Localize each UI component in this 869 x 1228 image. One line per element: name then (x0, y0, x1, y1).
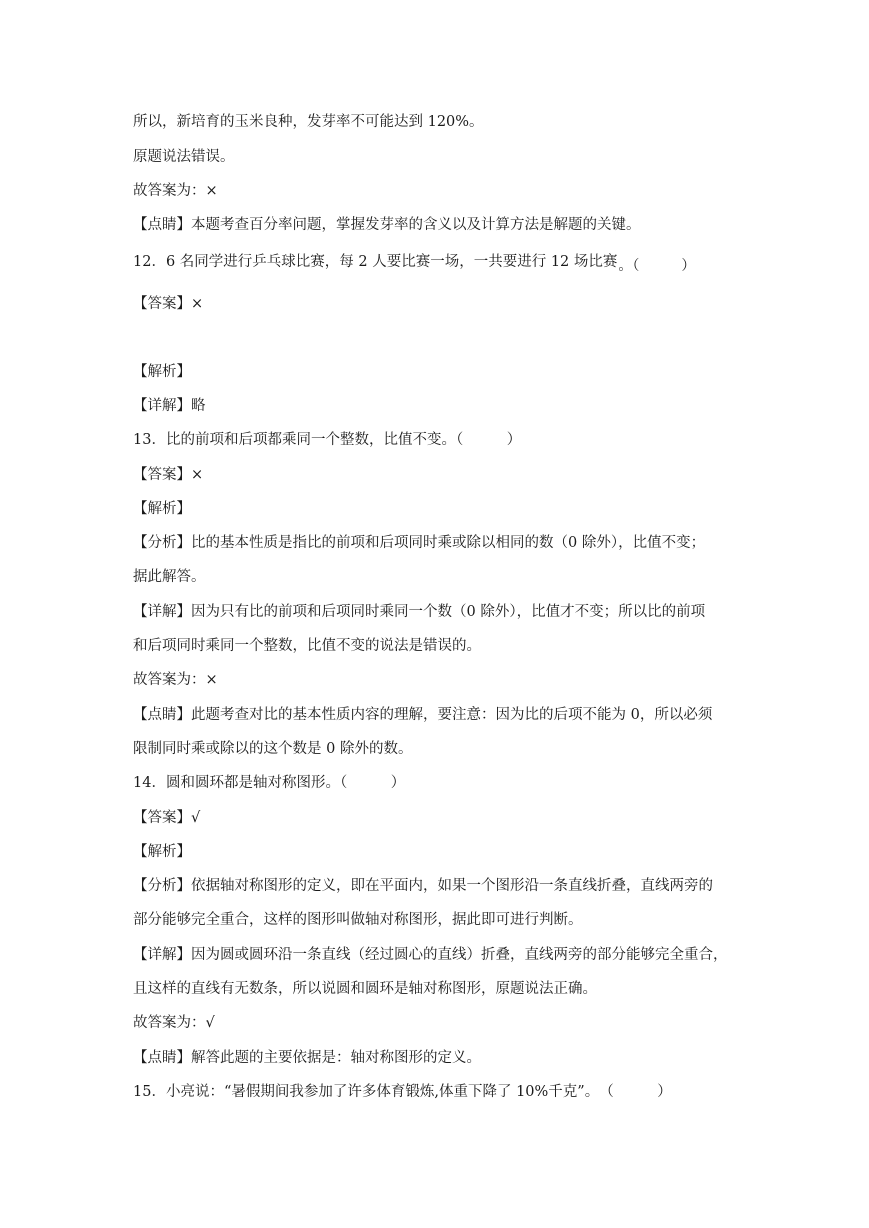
analysis-heading: 【解析】 (133, 501, 191, 517)
answer-line: 【答案】× (133, 467, 204, 483)
question-12-tail: 。（ ） (618, 258, 696, 274)
text-line: 且这样的直线有无数条，所以说圆和圆环是轴对称图形，原题说法正确。 (133, 981, 597, 997)
text-line: 故答案为：× (133, 183, 218, 199)
question-15: 15．小亮说：“暑假期间我参加了许多体育锻炼,体重下降了 10%千克”。 （ ） (133, 1084, 672, 1100)
text-line: 原题说法错误。 (133, 149, 235, 165)
text-line: 故答案为：× (133, 672, 218, 688)
question-12 (133, 252, 769, 276)
text-line: 【详解】因为圆或圆环沿一条直线（经过圆心的直线）折叠，直线两旁的部分能够完全重合， (133, 947, 728, 963)
question-12-text: 12．6 名同学进行乒乓球比赛，每 2 人要比赛一场，一共要进行 12 场比赛 (133, 254, 618, 270)
answer-line: 【答案】× (133, 296, 204, 312)
analysis-heading: 【解析】 (133, 844, 191, 860)
text-line: 【点睛】此题考查对比的基本性质内容的理解，要注意：因为比的后项不能为 0，所以必须 (133, 707, 713, 723)
analysis-heading: 【解析】 (133, 364, 191, 380)
question-13: 13．比的前项和后项都乘同一个整数，比值不变。（ ） (133, 432, 522, 448)
text-line: 所以，新培育的玉米良种，发芽率不可能达到 120%。 (133, 114, 484, 130)
text-line: 【点睛】解答此题的主要依据是：轴对称图形的定义。 (133, 1050, 481, 1066)
text-line: 和后项同时乘同一个整数，比值不变的说法是错误的。 (133, 638, 481, 654)
text-line: 部分能够完全重合，这样的图形叫做轴对称图形，据此即可进行判断。 (133, 912, 583, 928)
text-line: 【分析】依据轴对称图形的定义，即在平面内，如果一个图形沿一条直线折叠，直线两旁的 (133, 878, 713, 894)
text-line: 【点睛】本题考查百分率问题，掌握发芽率的含义以及计算方法是解题的关键。 (133, 217, 641, 233)
text-line: 故答案为：√ (133, 1015, 215, 1031)
answer-line: 【答案】√ (133, 810, 201, 826)
text-line: 【分析】比的基本性质是指比的前项和后项同时乘或除以相同的数（0 除外），比值不变； (133, 535, 706, 551)
text-line: 据此解答。 (133, 569, 206, 585)
text-line: 限制同时乘或除以的这个数是 0 除外的数。 (133, 741, 413, 757)
question-14: 14．圆和圆环都是轴对称图形。（ ） (133, 775, 406, 791)
detail-line: 【详解】略 (133, 398, 206, 414)
text-line: 【详解】因为只有比的前项和后项同时乘同一个数（0 除外），比值才不变；所以比的前项 (133, 604, 706, 620)
